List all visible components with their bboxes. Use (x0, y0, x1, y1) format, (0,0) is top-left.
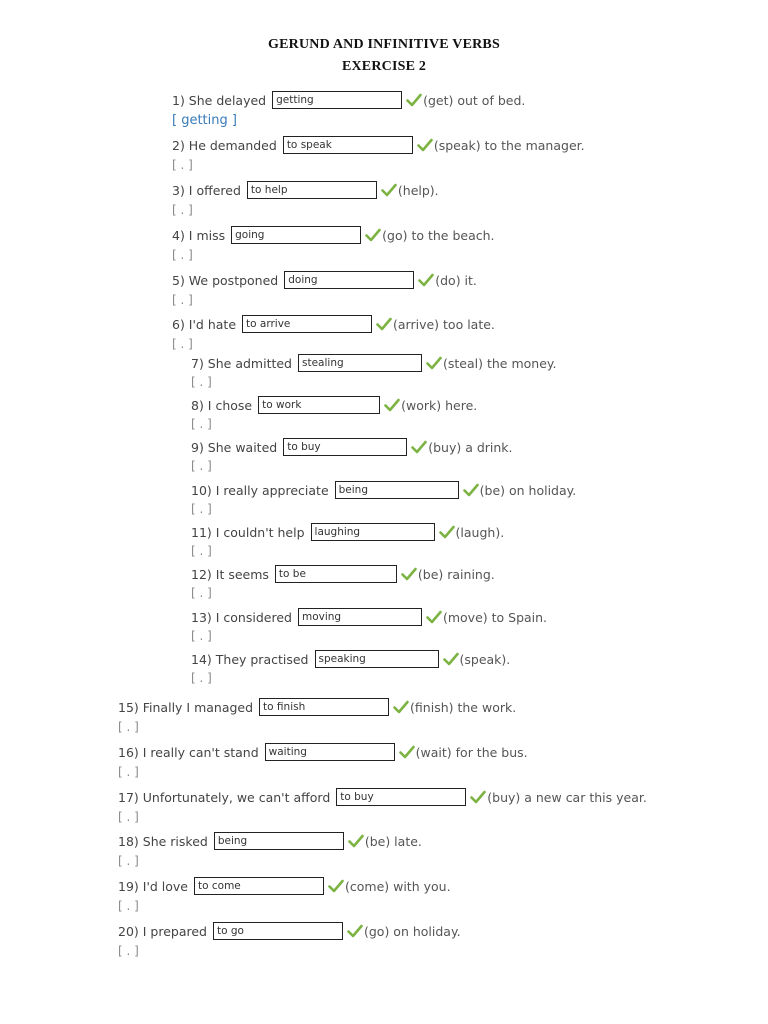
question-prefix: 14) They practised (191, 651, 309, 667)
feedback-text: [ . ] (172, 203, 193, 217)
question-row (191, 606, 547, 628)
question-row (118, 696, 516, 718)
question-prefix: 12) It seems (191, 566, 269, 582)
question-row (191, 521, 504, 543)
answer-field[interactable]: to come (194, 877, 324, 895)
feedback-text: [ . ] (191, 502, 212, 516)
checkmark-icon (365, 228, 381, 242)
answer-field[interactable]: to work (258, 396, 380, 414)
checkmark-icon (406, 93, 422, 107)
answer-field[interactable]: waiting (265, 743, 395, 761)
feedback-text: [ . ] (118, 810, 139, 824)
question-prefix: 3) I offered (172, 182, 241, 198)
question-prefix: 15) Finally I managed (118, 699, 254, 715)
answer-field[interactable]: stealing (298, 354, 422, 372)
question-suffix: (go) on holiday. (364, 923, 461, 939)
answer-field[interactable]: moving (298, 608, 422, 626)
checkmark-icon (401, 567, 417, 581)
question-row (118, 920, 461, 942)
feedback-text: [ . ] (191, 586, 212, 600)
feedback-text: [ . ] (191, 544, 212, 558)
question-prefix: 18) She risked (118, 833, 208, 849)
question-row (172, 134, 585, 156)
question-suffix: (come) with you. (345, 878, 451, 894)
answer-field[interactable]: doing (284, 271, 414, 289)
checkmark-icon (470, 790, 486, 804)
answer-field[interactable]: to buy (336, 788, 466, 806)
answer-field[interactable]: laughing (311, 523, 435, 541)
question-row (191, 436, 513, 458)
question-prefix: 7) She admitted (191, 355, 292, 371)
question-prefix: 19) I'd love (118, 878, 188, 894)
answer-field[interactable]: being (214, 832, 344, 850)
question-prefix: 1) She delayed (172, 92, 267, 108)
feedback-text: [ . ] (118, 765, 139, 779)
question-row (191, 394, 477, 416)
question-row (118, 830, 422, 852)
question-suffix: (get) out of bed. (423, 92, 526, 108)
feedback-text: [ . ] (118, 899, 139, 913)
question-suffix: (speak). (459, 651, 511, 667)
question-prefix: 8) I chose (191, 397, 253, 413)
question-prefix: 6) I'd hate (172, 316, 237, 332)
question-prefix: 17) Unfortunately, we can't afford (118, 789, 331, 805)
question-prefix: 9) She waited (191, 439, 278, 455)
question-prefix: 13) I considered (191, 609, 292, 625)
answer-field[interactable]: to help (247, 181, 377, 199)
question-suffix: (arrive) too late. (393, 316, 495, 332)
checkmark-icon (439, 525, 455, 539)
answer-field[interactable]: to be (275, 565, 397, 583)
feedback-text: [ . ] (191, 459, 212, 473)
checkmark-icon (399, 745, 415, 759)
answer-field[interactable]: getting (272, 91, 402, 109)
checkmark-icon (426, 356, 442, 370)
feedback-text: [ . ] (191, 417, 212, 431)
worksheet-title: GERUND AND INFINITIVE VERBS (268, 37, 500, 52)
checkmark-icon (443, 652, 459, 666)
question-row (118, 875, 451, 897)
question-row (118, 786, 647, 808)
question-row (118, 741, 528, 763)
feedback-text: [ . ] (191, 375, 212, 389)
question-prefix: 16) I really can't stand (118, 744, 259, 760)
question-row (172, 89, 525, 111)
question-row (172, 313, 495, 335)
feedback-text: [ . ] (191, 629, 212, 643)
worksheet-subtitle: EXERCISE 2 (341, 59, 427, 74)
question-suffix: (laugh). (455, 524, 505, 540)
question-suffix: (be) on holiday. (479, 482, 577, 498)
feedback-text: [ . ] (172, 337, 193, 351)
question-suffix: (move) to Spain. (442, 609, 548, 625)
answer-field[interactable]: to finish (259, 698, 389, 716)
question-row (191, 479, 576, 501)
question-row (172, 269, 477, 291)
feedback-text: [ . ] (118, 944, 139, 958)
checkmark-icon (411, 440, 427, 454)
answer-field[interactable]: being (335, 481, 459, 499)
question-suffix: (buy) a new car this year. (487, 789, 647, 805)
checkmark-icon (347, 924, 363, 938)
feedback-text: [ . ] (172, 248, 193, 262)
answer-field[interactable]: going (231, 226, 361, 244)
checkmark-icon (384, 398, 400, 412)
feedback-text: [ . ] (172, 293, 193, 307)
question-row (172, 179, 439, 201)
question-suffix: (speak) to the manager. (433, 137, 585, 153)
answer-field[interactable]: to buy (283, 438, 407, 456)
question-suffix: (wait) for the bus. (415, 744, 528, 760)
question-row (191, 563, 495, 585)
question-prefix: 4) I miss (172, 227, 226, 243)
question-prefix: 2) He demanded (172, 137, 277, 153)
question-suffix: (finish) the work. (410, 699, 517, 715)
checkmark-icon (376, 317, 392, 331)
checkmark-icon (348, 834, 364, 848)
feedback-text: [ . ] (191, 671, 212, 685)
question-suffix: (help). (397, 182, 439, 198)
checkmark-icon (393, 700, 409, 714)
feedback-text: [ getting ] (172, 113, 237, 128)
question-row (191, 352, 556, 374)
answer-field[interactable]: to speak (283, 136, 413, 154)
feedback-text: [ . ] (172, 158, 193, 172)
question-prefix: 20) I prepared (118, 923, 207, 939)
checkmark-icon (418, 273, 434, 287)
question-prefix: 11) I couldn't help (191, 524, 305, 540)
answer-field[interactable]: to go (213, 922, 343, 940)
question-suffix: (be) raining. (417, 566, 495, 582)
question-suffix: (work) here. (401, 397, 478, 413)
feedback-text: [ . ] (118, 854, 139, 868)
checkmark-icon (328, 879, 344, 893)
checkmark-icon (381, 183, 397, 197)
question-suffix: (buy) a drink. (428, 439, 513, 455)
question-suffix: (go) to the beach. (382, 227, 495, 243)
question-row (172, 224, 495, 246)
question-prefix: 5) We postponed (172, 272, 279, 288)
feedback-text: [ . ] (118, 720, 139, 734)
question-row (191, 648, 510, 670)
checkmark-icon (417, 138, 433, 152)
checkmark-icon (463, 483, 479, 497)
question-suffix: (be) late. (364, 833, 422, 849)
checkmark-icon (426, 610, 442, 624)
answer-field[interactable]: to arrive (242, 315, 372, 333)
question-suffix: (steal) the money. (443, 355, 557, 371)
question-suffix: (do) it. (435, 272, 477, 288)
answer-field[interactable]: speaking (315, 650, 439, 668)
question-prefix: 10) I really appreciate (191, 482, 329, 498)
